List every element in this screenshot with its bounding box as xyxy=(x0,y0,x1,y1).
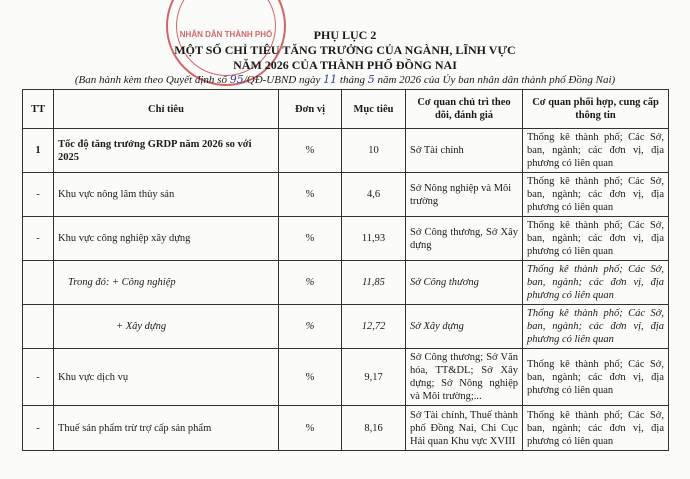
cell-lead-agency: Sở Công thương; Sở Văn hóa, TT&DL; Sở Xây dựng; Sở Nông nghiệp và Môi trường;... xyxy=(406,349,523,406)
cell-lead-agency: Sở Công thương xyxy=(406,261,523,305)
header-target: Mục tiêu xyxy=(342,90,406,129)
appendix-subtitle-line-1: MỘT SỐ CHỈ TIÊU TĂNG TRƯỞNG CỦA NGÀNH, LĨNH VỰC xyxy=(174,43,516,57)
month-handwritten: 5 xyxy=(367,73,375,86)
cell-unit: % xyxy=(279,305,342,349)
header-indicator: Chỉ tiêu xyxy=(54,90,279,129)
cell-coop-agency: Thống kê thành phố; Các Sở, ban, ngành; các đơn vị, địa phương có liên quan xyxy=(523,173,669,217)
cell-indicator: Khu vực công nghiệp xây dựng xyxy=(54,217,279,261)
table-row xyxy=(23,406,669,451)
appendix-subtitle-line-2: NĂM 2026 CỦA THÀNH PHỐ ĐỒNG NAI xyxy=(233,58,457,72)
cell-lead-agency: Sở Tài chính xyxy=(406,129,523,173)
cell-indicator: Trong đó: + Công nghiệp xyxy=(54,261,279,305)
issuance-note-part-b: /QĐ-UBND ngày xyxy=(243,74,324,86)
cell-indicator: Khu vực nông lâm thủy sản xyxy=(54,173,279,217)
table-row xyxy=(23,261,669,305)
appendix-title: PHỤ LỤC 2 xyxy=(313,28,377,42)
table-row xyxy=(23,305,669,349)
cell-lead-agency: Sở Tài chính, Thuế thành phố Đồng Nai, Chi Cục Hải quan Khu vực XVIII xyxy=(406,406,523,451)
header-unit: Đơn vị xyxy=(279,90,342,129)
cell-tt xyxy=(23,305,54,349)
cell-unit: % xyxy=(279,349,342,406)
cell-lead-agency: Sở Xây dựng xyxy=(406,305,523,349)
table-row xyxy=(23,173,669,217)
cell-target: 9,17 xyxy=(342,349,406,406)
issuance-note-part-d: năm 2026 của Ủy ban nhân dân thành phố Đồng Nai) xyxy=(374,74,616,86)
header-tt: TT xyxy=(23,90,54,129)
cell-coop-agency: Thống kê thành phố; Các Sở, ban, ngành; các đơn vị, địa phương có liên quan xyxy=(523,406,669,451)
cell-coop-agency: Thống kê thành phố; Các Sở, ban, ngành; các đơn vị, địa phương có liên quan xyxy=(523,349,669,406)
cell-coop-agency: Thống kê thành phố; Các Sở, ban, ngành; các đơn vị, địa phương có liên quan xyxy=(523,129,669,173)
indicator-table xyxy=(22,89,669,451)
issuance-note-part-a: (Ban hành kèm theo Quyết định số xyxy=(74,74,230,86)
cell-indicator: Thuế sản phẩm trừ trợ cấp sản phẩm xyxy=(54,406,279,451)
cell-lead-agency: Sở Nông nghiệp và Môi trường xyxy=(406,173,523,217)
header-coop-agency: Cơ quan phối hợp, cung cấp thông tin xyxy=(523,90,669,129)
cell-coop-agency: Thống kê thành phố; Các Sở, ban, ngành; các đơn vị, địa phương có liên quan xyxy=(523,305,669,349)
cell-target: 8,16 xyxy=(342,406,406,451)
cell-target: 12,72 xyxy=(342,305,406,349)
seal-text: NHÂN DÂN THÀNH PHỐ xyxy=(179,30,273,39)
cell-lead-agency: Sở Công thương, Sở Xây dựng xyxy=(406,217,523,261)
table-row xyxy=(23,349,669,406)
cell-tt: - xyxy=(23,217,54,261)
table-header-row xyxy=(23,90,669,129)
decision-number-handwritten: 95 xyxy=(229,73,244,86)
table-row xyxy=(23,129,669,173)
day-handwritten: 11 xyxy=(323,73,338,86)
table-row xyxy=(23,217,669,261)
cell-target: 11,85 xyxy=(342,261,406,305)
cell-tt: 1 xyxy=(23,129,54,173)
cell-tt: - xyxy=(23,173,54,217)
cell-unit: % xyxy=(279,173,342,217)
cell-unit: % xyxy=(279,406,342,451)
cell-unit: % xyxy=(279,129,342,173)
cell-target: 11,93 xyxy=(342,217,406,261)
cell-indicator: Khu vực dịch vụ xyxy=(54,349,279,406)
cell-target: 4,6 xyxy=(342,173,406,217)
issuance-note xyxy=(0,73,690,87)
cell-coop-agency: Thống kê thành phố; Các Sở, ban, ngành; các đơn vị, địa phương có liên quan xyxy=(523,217,669,261)
cell-tt: - xyxy=(23,349,54,406)
cell-coop-agency: Thống kê thành phố; Các Sở, ban, ngành; các đơn vị, địa phương có liên quan xyxy=(523,261,669,305)
cell-indicator: + Xây dựng xyxy=(54,305,279,349)
cell-unit: % xyxy=(279,217,342,261)
cell-unit: % xyxy=(279,261,342,305)
cell-target: 10 xyxy=(342,129,406,173)
cell-tt xyxy=(23,261,54,305)
header-lead-agency: Cơ quan chủ trì theo dõi, đánh giá xyxy=(406,90,523,129)
cell-indicator: Tốc độ tăng trưởng GRDP năm 2026 so với 2025 xyxy=(54,129,279,173)
cell-tt: - xyxy=(23,406,54,451)
issuance-note-part-c: tháng xyxy=(337,74,368,86)
